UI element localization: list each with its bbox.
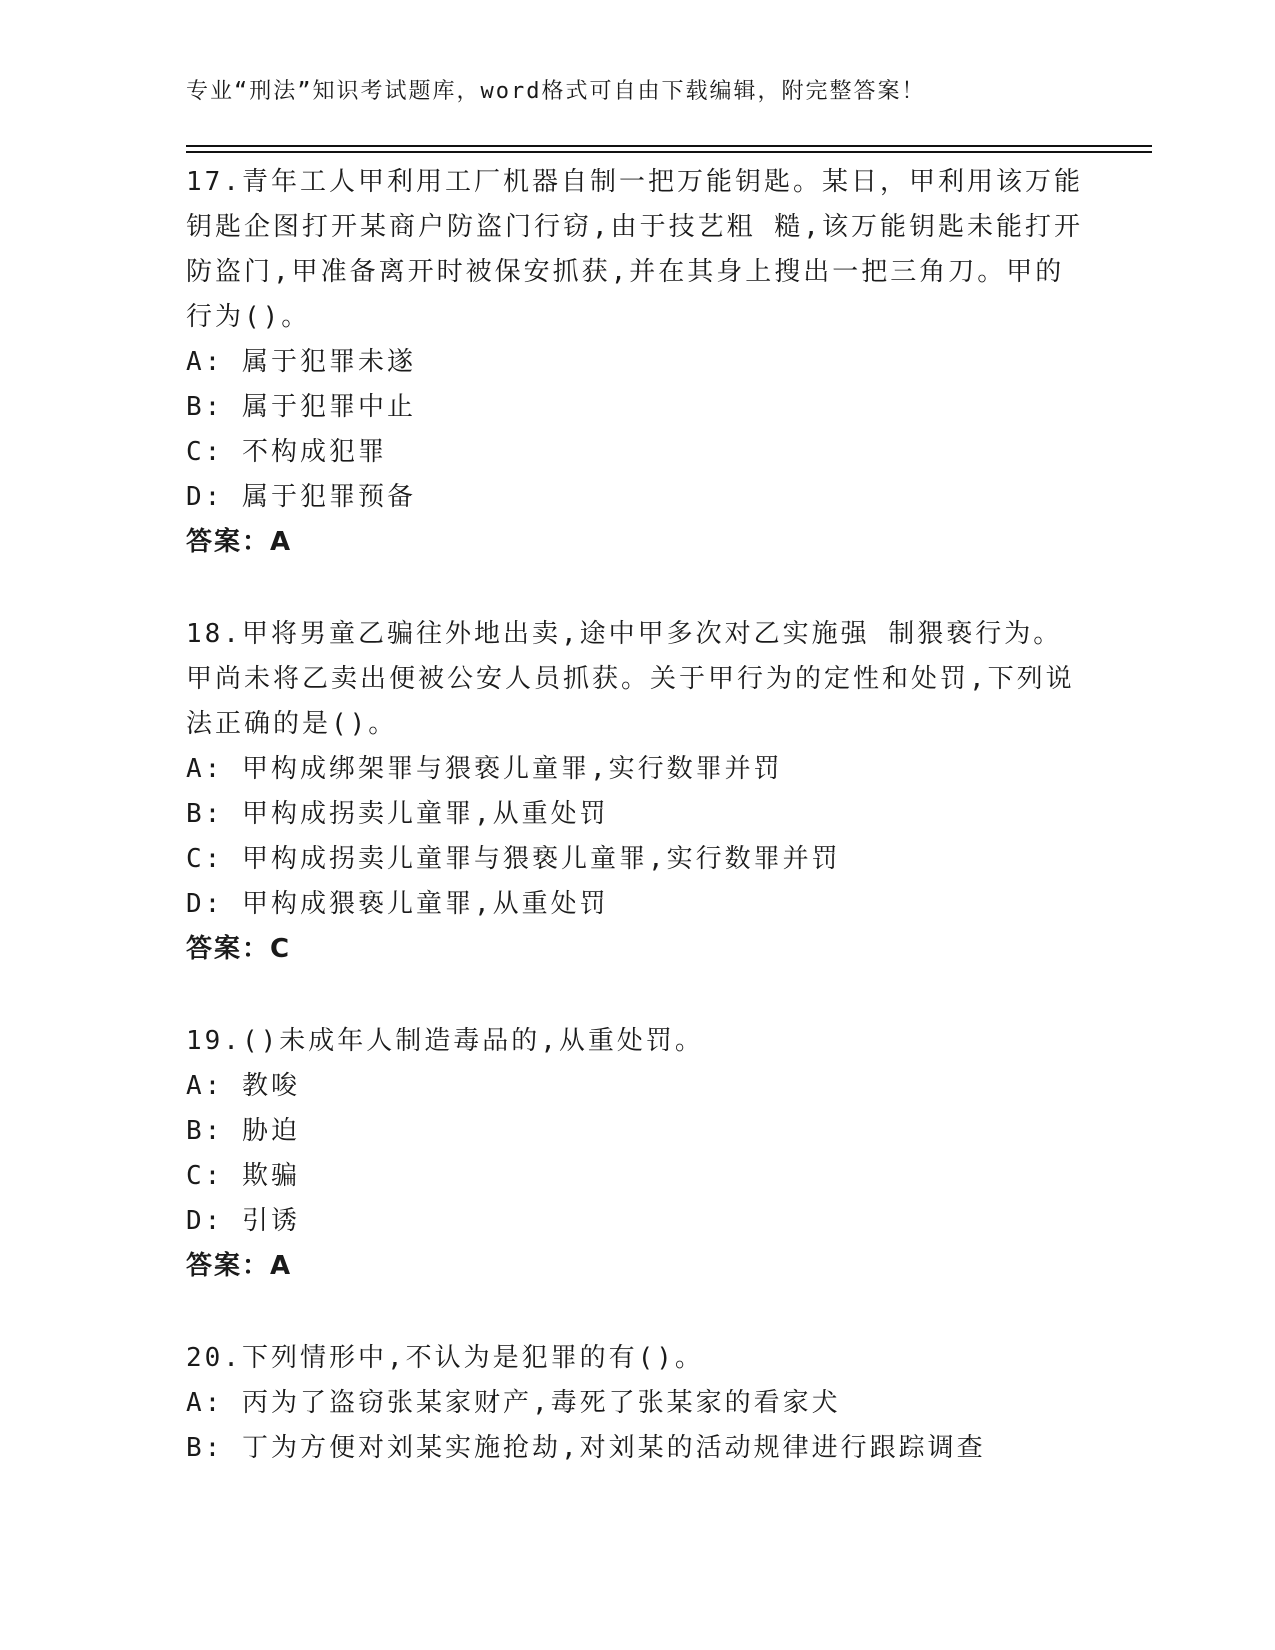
question-text: 18.甲将男童乙骗往外地出卖,途中甲多次对乙实施强 制猥亵行为。甲尚未将乙卖出便被公安人员抓获。关于甲行为的定性和处罚,下列说法正确的是()。 bbox=[186, 619, 1075, 739]
option-b: B: 丁为方便对刘某实施抢劫,对刘某的活动规律进行跟踪调查 bbox=[186, 1433, 986, 1463]
option-b: B: 胁迫 bbox=[186, 1116, 300, 1146]
option-c: C: 不构成犯罪 bbox=[186, 437, 387, 467]
question-text: 19.()未成年人制造毒品的,从重处罚。 bbox=[186, 1026, 704, 1056]
option-d: D: 引诱 bbox=[186, 1206, 300, 1236]
option-b: B: 甲构成拐卖儿童罪,从重处罚 bbox=[186, 799, 609, 829]
answer: 答案：A bbox=[186, 1251, 293, 1281]
header-rule-top bbox=[186, 145, 1152, 147]
option-a: A: 教唆 bbox=[186, 1071, 300, 1101]
question-18 bbox=[186, 612, 1086, 972]
spacer bbox=[186, 1289, 1086, 1336]
answer: 答案：A bbox=[186, 527, 293, 557]
option-a: A: 甲构成绑架罪与猥亵儿童罪,实行数罪并罚 bbox=[186, 754, 783, 784]
question-text: 17.青年工人甲利用工厂机器自制一把万能钥匙。某日，甲利用该万能钥匙企图打开某商户防盗门行窃,由于技艺粗 糙,该万能钥匙未能打开防盗门,甲准备离开时被保安抓获,并在其身上搜出一把三角刀。甲的行为()。 bbox=[186, 167, 1083, 332]
question-text: 20.下列情形中,不认为是犯罪的有()。 bbox=[186, 1343, 704, 1373]
spacer bbox=[186, 565, 1086, 612]
header-rule-bottom bbox=[186, 151, 1152, 153]
option-c: C: 甲构成拐卖儿童罪与猥亵儿童罪,实行数罪并罚 bbox=[186, 844, 841, 874]
page-header: 专业“刑法”知识考试题库，word格式可自由下载编辑，附完整答案！ bbox=[186, 79, 926, 104]
option-d: D: 属于犯罪预备 bbox=[186, 482, 416, 512]
question-list bbox=[186, 160, 1086, 1471]
question-19 bbox=[186, 1019, 1086, 1289]
question-20 bbox=[186, 1336, 1086, 1471]
option-a: A: 属于犯罪未遂 bbox=[186, 347, 416, 377]
answer: 答案：C bbox=[186, 934, 292, 964]
spacer bbox=[186, 972, 1086, 1019]
question-17 bbox=[186, 160, 1086, 565]
option-b: B: 属于犯罪中止 bbox=[186, 392, 416, 422]
option-d: D: 甲构成猥亵儿童罪,从重处罚 bbox=[186, 889, 609, 919]
option-c: C: 欺骗 bbox=[186, 1161, 300, 1191]
option-a: A: 丙为了盗窃张某家财产,毒死了张某家的看家犬 bbox=[186, 1388, 841, 1418]
